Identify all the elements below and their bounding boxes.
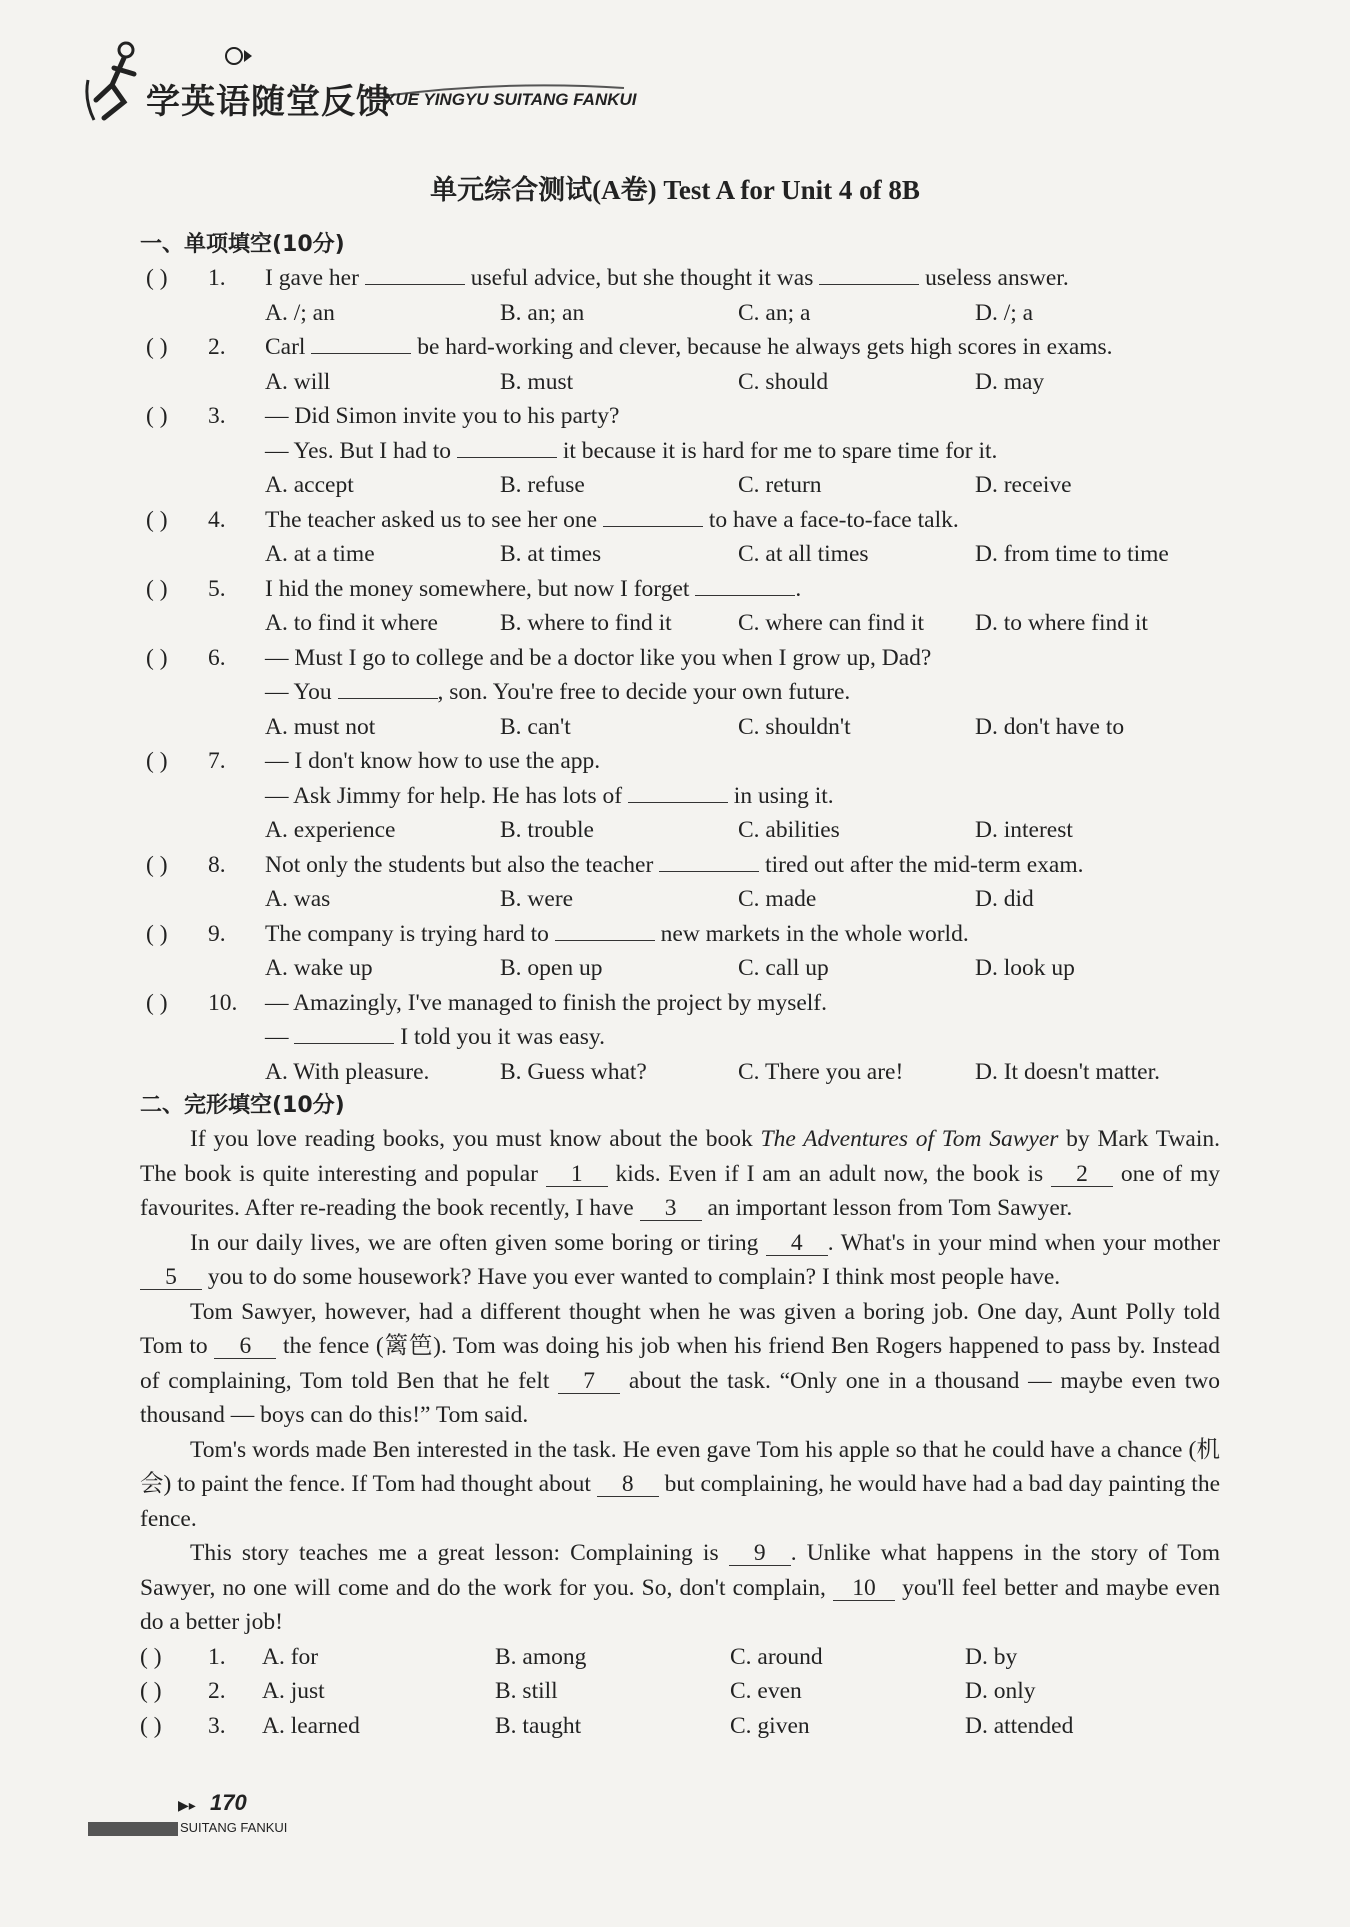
option-item[interactable]: A. accept — [265, 472, 354, 498]
question-number: 7. — [208, 748, 226, 774]
option-item[interactable]: D. attended — [965, 1712, 1074, 1739]
option-row — [140, 468, 1220, 503]
answer-parentheses[interactable]: ( ) — [146, 403, 168, 429]
option-row — [140, 296, 1220, 331]
cloze-choice-list — [140, 1640, 1220, 1744]
footer-band — [88, 1822, 178, 1836]
question-text: Not only the students but also the teacher tired out after the mid-term exam. — [265, 848, 1084, 883]
cloze-blank[interactable]: 1 — [546, 1162, 608, 1187]
option-item[interactable]: D. by — [965, 1643, 1018, 1670]
option-item[interactable]: A. for — [262, 1643, 319, 1670]
option-item[interactable]: C. There you are! — [738, 1058, 904, 1085]
question-line — [140, 848, 1220, 883]
question-text: — Amazingly, I've managed to finish the project by myself. — [265, 989, 828, 1016]
choice-number: 1. — [208, 1643, 226, 1670]
answer-blank[interactable] — [819, 262, 919, 285]
question-number: 2. — [208, 334, 226, 360]
question-line — [140, 261, 1220, 296]
section-heading: 二、完形填空(10分) — [140, 1093, 345, 1118]
option-row — [140, 606, 1220, 641]
cloze-blank[interactable]: 5 — [140, 1265, 202, 1290]
option-item[interactable]: C. around — [730, 1643, 823, 1670]
option-item[interactable]: A. at a time — [265, 541, 375, 567]
option-item[interactable]: B. trouble — [500, 817, 594, 843]
page-number: 170 — [210, 1790, 247, 1815]
answer-blank[interactable] — [555, 918, 655, 941]
question-text: The teacher asked us to see her one to have a face-to-face talk. — [265, 503, 959, 538]
option-item[interactable]: C. even — [730, 1678, 802, 1704]
page-title: 单元综合测试(A卷) Test A for Unit 4 of 8B — [430, 175, 920, 205]
option-item[interactable]: B. Guess what? — [500, 1058, 647, 1085]
answer-parentheses[interactable]: ( ) — [146, 334, 168, 360]
option-item[interactable]: B. must — [500, 368, 574, 395]
option-item[interactable]: A. to find it where — [265, 610, 438, 636]
answer-parentheses[interactable]: ( ) — [140, 1643, 162, 1670]
cloze-choice-row — [140, 1640, 1220, 1675]
option-item[interactable]: D. look up — [975, 955, 1075, 981]
question-number: 3. — [208, 403, 226, 429]
question-line — [140, 779, 1220, 814]
question-number: 5. — [208, 575, 226, 602]
answer-blank[interactable] — [603, 504, 703, 527]
question-number: 9. — [208, 920, 226, 947]
answer-parentheses[interactable]: ( ) — [146, 506, 168, 533]
option-item[interactable]: D. receive — [975, 472, 1072, 498]
question-text: — Yes. But I had to it because it is hard for me to spare time for it. — [265, 434, 997, 469]
logo-pinyin-text: XUE YINGYU SUITANG FANKUI — [384, 90, 637, 109]
option-item[interactable]: D. may — [975, 368, 1045, 395]
option-row — [140, 710, 1220, 745]
multiple-choice-list — [140, 261, 1220, 1089]
question-line — [140, 572, 1220, 607]
question-text: — Ask Jimmy for help. He has lots of in using it. — [265, 779, 834, 814]
option-item[interactable]: B. still — [495, 1678, 558, 1704]
option-item[interactable]: C. an; a — [738, 299, 811, 326]
option-item[interactable]: D. to where find it — [975, 610, 1148, 636]
option-row — [140, 365, 1220, 400]
answer-blank[interactable] — [628, 780, 728, 803]
question-line — [140, 503, 1220, 538]
option-item[interactable]: D. from time to time — [975, 541, 1169, 567]
cloze-blank[interactable]: 10 — [833, 1576, 895, 1601]
cloze-blank[interactable]: 3 — [640, 1196, 702, 1221]
question-number: 10. — [208, 989, 238, 1016]
cloze-blank[interactable]: 4 — [766, 1231, 828, 1256]
section-heading: 一、单项填空(10分) — [140, 232, 345, 257]
question-line — [140, 986, 1220, 1021]
question-text: — Did Simon invite you to his party? — [265, 403, 620, 429]
option-item[interactable]: B. where to find it — [500, 610, 672, 636]
option-item[interactable]: A. must not — [265, 713, 376, 740]
option-item[interactable]: C. where can find it — [738, 610, 924, 636]
answer-parentheses[interactable]: ( ) — [146, 644, 168, 671]
option-item[interactable]: C. call up — [738, 955, 829, 981]
question-text: I hid the money somewhere, but now I forget . — [265, 572, 801, 607]
answer-parentheses[interactable]: ( ) — [146, 920, 168, 947]
option-item[interactable]: D. It doesn't matter. — [975, 1058, 1161, 1085]
question-text: — I told you it was easy. — [265, 1020, 605, 1055]
option-item[interactable]: C. made — [738, 886, 817, 912]
cloze-paragraph: In our daily lives, we are often given some boring or tiring 4 . What's in your mind when your mother 5 you to do some housework? Have you ever wanted to complain? I think most people have. — [140, 1226, 1220, 1295]
option-row — [140, 1055, 1220, 1090]
option-item[interactable]: D. /; a — [975, 299, 1034, 326]
option-item[interactable]: A. was — [265, 886, 331, 912]
cloze-blank[interactable]: 2 — [1051, 1162, 1113, 1187]
option-item[interactable]: B. can't — [500, 713, 571, 740]
question-line — [140, 434, 1220, 469]
option-item[interactable]: B. among — [495, 1643, 587, 1670]
option-row — [140, 951, 1220, 986]
question-text: — I don't know how to use the app. — [265, 748, 601, 774]
question-line — [140, 675, 1220, 710]
cloze-paragraph: If you love reading books, you must know about the book The Adventures of Tom Sawyer by Mark Twain. The book is quite interesting and popular 1 kids. Even if I am an adult now, the book is 2 one of my favourites. After re-reading the book recently, I have 3 an important lesson from Tom Sawyer. — [140, 1126, 1220, 1221]
cloze-choice-row — [140, 1709, 1220, 1744]
option-item[interactable]: B. an; an — [500, 299, 585, 326]
question-number: 4. — [208, 506, 226, 533]
option-item[interactable]: B. refuse — [500, 472, 585, 498]
option-row — [140, 537, 1220, 572]
question-number: 1. — [208, 265, 226, 291]
question-text: — Must I go to college and be a doctor like you when I grow up, Dad? — [265, 644, 932, 671]
option-item[interactable]: C. should — [738, 368, 829, 395]
question-text: Carl be hard-working and clever, because he always gets high scores in exams. — [265, 330, 1113, 365]
option-item[interactable]: D. don't have to — [975, 713, 1125, 740]
option-item[interactable]: C. given — [730, 1712, 810, 1739]
option-item[interactable]: C. abilities — [738, 817, 840, 843]
answer-parentheses[interactable]: ( ) — [146, 989, 168, 1016]
cloze-blank[interactable]: 8 — [597, 1472, 659, 1497]
answer-blank[interactable] — [294, 1021, 394, 1044]
option-item[interactable]: A. will — [265, 368, 331, 395]
cloze-paragraph: This story teaches me a great lesson: Complaining is 9 . Unlike what happens in the story of Tom Sawyer, no one will come and do the work for you. So, don't complain, 10 you'll feel better and maybe even do a better job! — [140, 1540, 1220, 1635]
footer-label: SUITANG FANKUI — [180, 1820, 288, 1835]
cloze-paragraph: Tom Sawyer, however, had a different thought when he was given a boring job. One day, Aunt Polly told Tom to 6 the fence (篱笆). Tom was doing his job when his friend Ben Rogers happened to pass by. Instead of complaining, Tom told Ben that he felt 7 about the task. “Only one in a thousand — maybe even two thousand — boys can do this!” Tom said. — [140, 1298, 1220, 1428]
question-line — [140, 744, 1220, 779]
answer-parentheses[interactable]: ( ) — [140, 1712, 162, 1739]
option-row — [140, 813, 1220, 848]
choice-number: 3. — [208, 1712, 226, 1739]
option-item[interactable]: A. experience — [265, 817, 396, 843]
cloze-paragraph: Tom's words made Ben interested in the task. He even gave Tom his apple so that he could have a chance (机会) to paint the fence. If Tom had thought about 8 but complaining, he would have had a bad day painting the fence. — [140, 1436, 1220, 1532]
worksheet-content — [140, 228, 1220, 1743]
question-line — [140, 399, 1220, 434]
option-item[interactable]: A. wake up — [265, 955, 373, 981]
question-number: 6. — [208, 644, 226, 671]
option-item[interactable]: D. interest — [975, 817, 1073, 843]
choice-number: 2. — [208, 1678, 226, 1704]
answer-parentheses[interactable]: ( ) — [146, 575, 168, 602]
option-item[interactable]: D. only — [965, 1678, 1036, 1704]
answer-blank[interactable] — [457, 435, 557, 458]
answer-blank[interactable] — [659, 849, 759, 872]
cloze-blank[interactable]: 6 — [214, 1334, 276, 1359]
option-item[interactable]: A. just — [262, 1678, 325, 1704]
option-item[interactable]: B. at times — [500, 541, 602, 567]
answer-parentheses[interactable]: ( ) — [146, 851, 168, 878]
question-line — [140, 641, 1220, 676]
answer-blank[interactable] — [695, 573, 795, 596]
header-logo — [84, 40, 684, 140]
option-item[interactable]: A. With pleasure. — [265, 1058, 430, 1085]
option-item[interactable]: A. /; an — [265, 299, 335, 326]
question-line — [140, 917, 1220, 952]
option-item[interactable]: A. learned — [262, 1712, 360, 1739]
cloze-blank[interactable]: 7 — [558, 1369, 620, 1394]
option-item[interactable]: C. shouldn't — [738, 713, 851, 740]
footer-arrow-icon: ▶▸ — [178, 1799, 196, 1814]
question-line — [140, 330, 1220, 365]
answer-parentheses[interactable]: ( ) — [146, 748, 168, 774]
question-text: I gave her useful advice, but she thought it was useless answer. — [265, 261, 1069, 296]
answer-parentheses[interactable]: ( ) — [140, 1678, 162, 1704]
option-item[interactable]: C. return — [738, 472, 822, 498]
cloze-choice-row — [140, 1674, 1220, 1709]
option-item[interactable]: B. were — [500, 886, 574, 912]
question-text: — You , son. You're free to decide your own future. — [265, 675, 850, 710]
option-item[interactable]: C. at all times — [738, 541, 869, 567]
option-item[interactable]: D. did — [975, 886, 1034, 912]
cloze-blank[interactable]: 9 — [729, 1541, 791, 1566]
answer-blank[interactable] — [311, 331, 411, 354]
book-title: The Adventures of Tom Sawyer — [760, 1126, 1059, 1152]
question-number: 8. — [208, 851, 226, 878]
answer-blank[interactable] — [365, 262, 465, 285]
question-line — [140, 1020, 1220, 1055]
answer-blank[interactable] — [338, 676, 438, 699]
question-text: The company is trying hard to new markets in the whole world. — [265, 917, 969, 952]
option-item[interactable]: B. taught — [495, 1712, 582, 1739]
option-row — [140, 882, 1220, 917]
answer-parentheses[interactable]: ( ) — [146, 265, 168, 291]
logo-chinese-text: 学英语随堂反馈 — [146, 82, 391, 122]
option-item[interactable]: B. open up — [500, 955, 603, 981]
